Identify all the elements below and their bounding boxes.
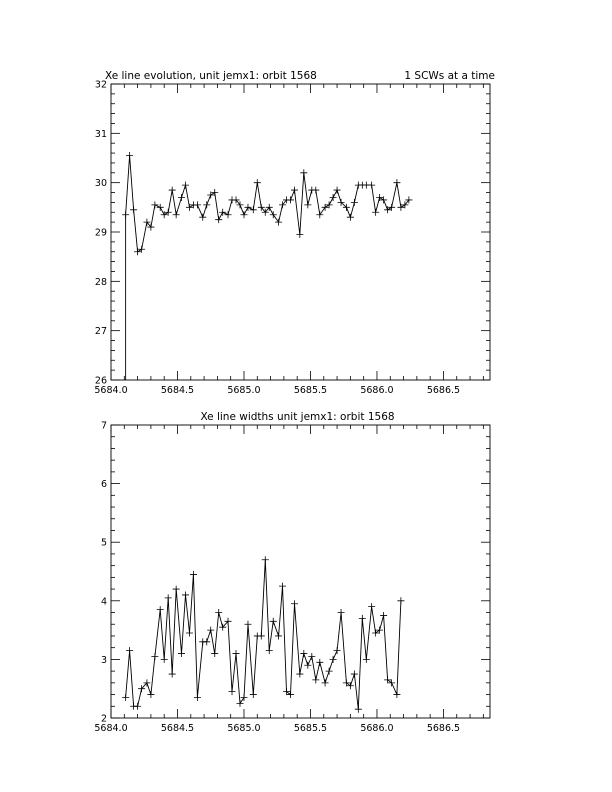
data-point-marker xyxy=(161,656,168,663)
data-point-marker xyxy=(262,556,269,563)
y-tick-label: 28 xyxy=(94,276,107,288)
data-point-marker xyxy=(380,612,387,619)
data-point-marker xyxy=(165,594,172,601)
chart-title: Xe line evolution, unit jemx1: orbit 1568 xyxy=(105,70,317,82)
data-point-marker xyxy=(296,671,303,678)
data-point-marker xyxy=(186,630,193,637)
data-point-marker xyxy=(343,679,350,686)
data-point-marker xyxy=(338,609,345,616)
data-point-marker xyxy=(130,206,137,213)
data-point-marker xyxy=(376,627,383,634)
data-point-marker xyxy=(316,211,323,218)
data-point-marker xyxy=(236,700,243,707)
data-point-marker xyxy=(157,606,164,613)
data-point-marker xyxy=(126,647,133,654)
y-tick-label: 29 xyxy=(94,227,107,239)
data-point-marker xyxy=(287,691,294,698)
chart-title: Xe line widths unit jemx1: orbit 1568 xyxy=(200,411,395,423)
data-point-marker xyxy=(270,618,277,625)
data-point-marker xyxy=(291,187,298,194)
data-point-marker xyxy=(147,691,154,698)
evolution-chart-panel xyxy=(94,70,495,396)
data-point-marker xyxy=(207,627,214,634)
data-point-marker xyxy=(347,682,354,689)
data-point-marker xyxy=(250,691,257,698)
data-point-marker xyxy=(308,653,315,660)
data-point-marker xyxy=(304,662,311,669)
y-tick-label: 3 xyxy=(100,654,107,666)
data-point-marker xyxy=(182,182,189,189)
data-point-marker xyxy=(275,219,282,226)
x-tick-label: 5685.5 xyxy=(293,385,328,396)
x-tick-label: 5686.5 xyxy=(426,385,461,396)
data-point-marker xyxy=(287,196,294,203)
data-point-marker xyxy=(240,694,247,701)
data-point-marker xyxy=(151,653,158,660)
data-point-marker xyxy=(330,656,337,663)
data-point-marker xyxy=(169,187,176,194)
data-point-marker xyxy=(304,201,311,208)
data-point-marker xyxy=(126,152,133,159)
data-point-marker xyxy=(229,688,236,695)
data-point-marker xyxy=(334,647,341,654)
data-point-marker xyxy=(316,659,323,666)
data-point-marker xyxy=(363,656,370,663)
plot-frame xyxy=(111,84,490,380)
data-point-marker xyxy=(173,211,180,218)
data-point-marker xyxy=(351,199,358,206)
data-point-marker xyxy=(300,650,307,657)
data-point-marker xyxy=(211,650,218,657)
y-tick-label: 30 xyxy=(94,178,107,190)
widths-chart-panel xyxy=(94,411,490,734)
x-tick-label: 5686.5 xyxy=(426,723,461,734)
y-tick-label: 32 xyxy=(94,79,107,91)
data-point-marker xyxy=(300,169,307,176)
data-point-marker xyxy=(244,621,251,628)
data-point-marker xyxy=(233,650,240,657)
data-point-marker xyxy=(275,632,282,639)
y-tick-label: 27 xyxy=(94,326,107,338)
x-tick-label: 5685.0 xyxy=(227,723,261,734)
data-point-marker xyxy=(178,194,185,201)
chart-subtitle: 1 SCWs at a time xyxy=(404,70,495,82)
y-tick-label: 26 xyxy=(94,375,107,387)
y-tick-label: 2 xyxy=(100,713,107,725)
data-point-marker xyxy=(372,630,379,637)
x-tick-label: 5685.5 xyxy=(293,723,328,734)
data-point-marker xyxy=(372,209,379,216)
data-point-marker xyxy=(359,615,366,622)
data-point-marker xyxy=(173,586,180,593)
series-line xyxy=(126,560,401,709)
data-point-marker xyxy=(322,679,329,686)
data-point-marker xyxy=(347,214,354,221)
x-tick-label: 5684.0 xyxy=(94,385,128,396)
data-point-marker xyxy=(199,214,206,221)
data-point-marker xyxy=(182,591,189,598)
y-tick-label: 31 xyxy=(94,128,107,140)
data-point-marker xyxy=(194,201,201,208)
data-point-marker xyxy=(134,703,141,710)
data-point-marker xyxy=(355,706,362,713)
data-point-marker xyxy=(122,694,129,701)
series-line xyxy=(126,156,409,252)
data-point-marker xyxy=(291,600,298,607)
data-point-marker xyxy=(279,583,286,590)
data-point-marker xyxy=(258,632,265,639)
data-point-marker xyxy=(194,694,201,701)
data-point-marker xyxy=(393,691,400,698)
x-tick-label: 5686.0 xyxy=(360,385,394,396)
x-tick-label: 5686.0 xyxy=(360,723,394,734)
data-point-marker xyxy=(330,194,337,201)
data-point-marker xyxy=(296,231,303,238)
data-point-marker xyxy=(388,679,395,686)
data-point-marker xyxy=(122,211,129,218)
data-point-marker xyxy=(397,597,404,604)
data-point-marker xyxy=(178,650,185,657)
x-tick-label: 5685.0 xyxy=(227,385,261,396)
data-point-marker xyxy=(312,676,319,683)
data-point-marker xyxy=(393,179,400,186)
y-tick-label: 6 xyxy=(100,479,107,491)
data-point-marker xyxy=(169,671,176,678)
x-tick-label: 5684.5 xyxy=(160,385,195,396)
data-point-marker xyxy=(266,647,273,654)
data-point-marker xyxy=(312,187,319,194)
x-tick-label: 5684.0 xyxy=(94,723,128,734)
data-point-marker xyxy=(270,211,277,218)
data-point-marker xyxy=(215,216,222,223)
data-point-marker xyxy=(254,179,261,186)
data-point-marker xyxy=(240,211,247,218)
data-point-marker xyxy=(368,603,375,610)
y-tick-label: 5 xyxy=(100,537,107,549)
data-point-marker xyxy=(334,187,341,194)
data-point-marker xyxy=(203,201,210,208)
data-point-marker xyxy=(283,688,290,695)
data-point-marker xyxy=(368,182,375,189)
y-tick-label: 4 xyxy=(100,596,107,608)
y-tick-label: 7 xyxy=(100,420,107,432)
data-point-marker xyxy=(215,609,222,616)
data-point-marker xyxy=(351,671,358,678)
data-point-marker xyxy=(190,571,197,578)
data-point-marker xyxy=(384,676,391,683)
data-point-marker xyxy=(203,638,210,645)
data-point-marker xyxy=(326,668,333,675)
x-tick-label: 5684.5 xyxy=(160,723,195,734)
